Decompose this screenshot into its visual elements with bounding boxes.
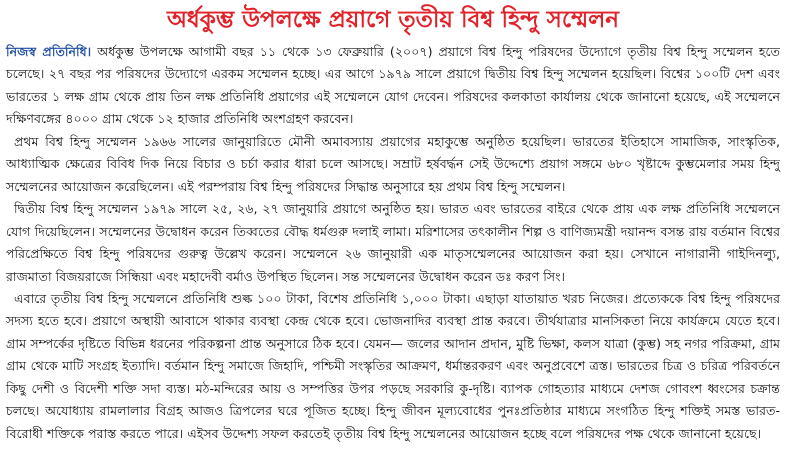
article-paragraph-2: প্রথম বিশ্ব হিন্দু সম্মেলন ১৯৬৬ সালের জানুয়ারিতে মৌনী অমাবস্যায় প্রয়াগের মহাকুম্ভে অনুষ্ঠিত হয়েছিল। ভারতের ইতিহাসে সামাজিক, সাংস্কৃতিক, আধ্যাত্মিক ক্ষেত্রের বিবিধ দিক নিয়ে বিচার ও চর্চা করার ধারা চলে আসছে। সম্রাট হর্ষবর্দ্ধন সেই উদ্দেশ্যে প্রয়াগ সঙ্গমে ৬৮০ খৃষ্টাব্দে কুম্ভমেলার সময় হিন্দু সম্মেলনের আয়োজন করেছিলেন। এই পরম্পরায় বিশ্ব হিন্দু পরিষদের সিদ্ধান্ত অনুসারে হয় প্রথম বিশ্ব হিন্দু সম্মেলন। xyxy=(6,133,780,194)
article-paragraph-3: দ্বিতীয় বিশ্ব হিন্দু সম্মেলন ১৯৭৯ সালে ২৫, ২৬, ২৭ জানুয়ারি প্রয়াগে অনুষ্ঠিত হয়। ভারত এবং ভারতের বাইরে থেকে প্রায় এক লক্ষ প্রতিনিধি সম্মেলনে যোগ দিয়েছিলেন। সম্মেলনের উদ্বোধন করেন তিব্বতের বৌদ্ধ ধর্মগুরু দলাই লামা। মরিশাসের তৎকালীন শিল্প ও বাণিজ্যমন্ত্রী দয়ানন্দ বসন্ত রায় বর্তমান বিশ্বের পরিপ্রেক্ষিতে বিশ্ব হিন্দু পরিষদের গুরুত্ব উল্লেখ করেন। সম্মেলনে ২৬ জানুয়ারী এক মাতৃসম্মেলনের আয়োজন করা হয়। সেখানে নাগারানী গাইদিনল্যু, রাজমাতা বিজয়রাজে সিন্ধিয়া এবং মহাদেবী বর্মাও উপস্থিত ছিলেন। সন্ত সম্মেলনের উদ্বোধন করেন ডঃ করণ সিং। xyxy=(6,201,780,284)
byline: নিজস্ব প্রতিনিধি। xyxy=(6,44,92,59)
article-paragraph-1 xyxy=(6,41,780,131)
article-headline: অর্ধকুম্ভ উপলক্ষে প্রয়াগে তৃতীয় বিশ্ব হিন্দু সম্মেলন xyxy=(166,7,620,33)
article-paragraph-4: এবারে তৃতীয় বিশ্ব হিন্দু সম্মেলনে প্রতিনিধি শুল্ক ১০০ টাকা, বিশেষ প্রতিনিধি ১,০০০ টাকা। এছাড়া যাতায়াত খরচ নিজের। প্রত্যেককে বিশ্ব হিন্দু পরিষদের সদস্য হতে হবে। প্রয়াগে অস্থায়ী আবাসে থাকার ব্যবস্থা কেন্দ্র থেকে হবে। ভোজনাদির ব্যবস্থা প্রান্ত করবে। তীর্থযাত্রার মানসিকতা নিয়ে কার্যক্রমে যেতে হবে। গ্রাম সম্পর্কের দৃষ্টিতে বিভিন্ন ধরনের পরিকল্পনা প্রান্ত অনুসারে ঠিক হবে। যেমন— জলের আদান প্রদান, মুষ্টি ভিক্ষা, কলস যাত্রা (কুম্ভ) সহ নগর পরিক্রমা, গ্রাম গ্রাম থেকে মাটি সংগ্রহ ইত্যাদি। বর্তমান হিন্দু সমাজে জিহাদি, পশ্চিমী সংস্কৃতির আক্রমণ, ধর্মান্তরকরণ এবং অনুপ্রবেশে ত্রস্ত। ভারতের চিত্র ও চরিত্র পরিবর্তনে কিছু দেশী ও বিদেশী শক্তি সদা ব্যস্ত। মঠ-মন্দিরের আয় ও সম্পত্তির উপর পড়ছে সরকারি কু-দৃষ্টি। ব্যাপক গোহত্যার মাধ্যমে দেশজ গোবংশ ধ্বংসের চক্রান্ত চলছে। অযোধ্যায় রামলালার বিগ্রহ আজও ত্রিপলের ঘরে পূজিত হচ্ছে। হিন্দু জীবন মূল্যবোধের পুনঃপ্রতিষ্ঠার মাধ্যমে সংগঠিত হিন্দু শক্তিই সমস্ত ভারত-বিরোধী শক্তিকে পরাস্ত করতে পারে। এইসব উদ্দেশ্য সফল করতেই তৃতীয় বিশ্ব হিন্দু সম্মেলনের আয়োজন হচ্ছে বলে পরিষদের পক্ষ থেকে জানানো হয়েছে। xyxy=(6,290,780,441)
paragraph-1-text: অর্ধকুম্ভ উপলক্ষে আগামী বছর ১১ থেকে ১৩ ফেব্রুয়ারি (২০০৭) প্রয়াগে বিশ্ব হিন্দু পরিষদের উদ্যোগে তৃতীয় বিশ্ব হিন্দু সম্মেলন হতে চলেছে। ২৭ বছর পর পরিষদের উদ্যোগে এরকম সম্মেলন হচ্ছে। এর আগে ১৯৭৯ সালে প্রয়াগে দ্বিতীয় বিশ্ব হিন্দু সম্মেলন হয়েছিল। বিশ্বের ১০০টি দেশ এবং ভারতের ১ লক্ষ গ্রাম থেকে প্রায় তিন লক্ষ প্রতিনিধি প্রয়াগের এই সম্মেলনে যোগ দেবেন। পরিষদের কলকাতা কার্যালয় থেকে জানানো হয়েছে, এই সম্মেলনে দক্ষিণবঙ্গের ৪০০০ গ্রাম থেকে ১২ হাজার প্রতিনিধি অংশগ্রহণ করবেন। xyxy=(6,44,780,127)
article-body xyxy=(6,41,780,445)
